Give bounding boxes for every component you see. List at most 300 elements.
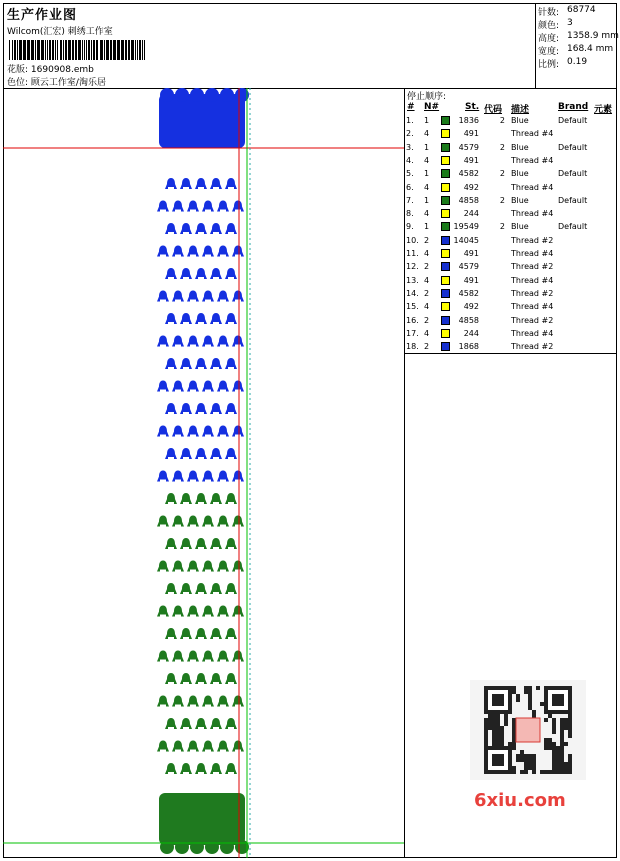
qr-module <box>556 762 560 766</box>
barcode-bar <box>113 40 116 60</box>
qr-module <box>532 758 536 762</box>
stop-row <box>405 315 617 328</box>
qr-module <box>512 770 516 774</box>
barcode-bar <box>41 40 44 60</box>
qr-module <box>564 726 568 730</box>
band-scallop <box>220 840 234 854</box>
embroidery-motif <box>225 223 237 234</box>
embroidery-motif <box>225 448 237 459</box>
embroidery-motif <box>202 741 214 752</box>
design-file-line <box>7 62 94 75</box>
embroidery-motif <box>187 201 199 212</box>
embroidery-motif <box>157 336 169 347</box>
embroidery-motif <box>180 403 192 414</box>
needle-number: 2 <box>424 288 430 298</box>
embroidery-motif <box>187 381 199 392</box>
qr-module <box>548 714 552 718</box>
color-swatch <box>441 196 450 205</box>
qr-module <box>560 734 564 738</box>
stat-colors: 颜色: 3 <box>538 18 573 31</box>
stop-index: 9. <box>406 222 414 232</box>
embroidery-motif <box>210 628 222 639</box>
stitch-count: 491 <box>463 129 479 139</box>
stop-row <box>405 208 617 221</box>
embroidery-motif <box>195 403 207 414</box>
embroidery-motif <box>225 583 237 594</box>
color-swatch <box>441 169 450 178</box>
qr-module <box>492 722 496 726</box>
stop-sequence-panel <box>405 88 617 354</box>
qr-module <box>496 742 500 746</box>
embroidery-motif <box>210 268 222 279</box>
embroidery-motif <box>165 403 177 414</box>
needle-number: 1 <box>424 169 430 179</box>
qr-module <box>484 738 488 742</box>
stop-index: 18. <box>406 342 419 352</box>
qr-module <box>564 742 568 746</box>
barcode-bar <box>12 40 13 60</box>
qr-module <box>564 762 568 766</box>
color-swatch <box>441 209 450 218</box>
stitch-count: 1836 <box>458 116 479 125</box>
qr-module <box>512 730 516 734</box>
barcode-bar <box>125 40 127 60</box>
qr-module <box>552 758 556 762</box>
brand: Default <box>558 142 588 152</box>
stitch-count: 4579 <box>458 142 479 152</box>
embroidery-motif <box>195 763 207 774</box>
stop-row <box>405 288 617 301</box>
qr-module <box>504 722 508 726</box>
band-scallop <box>220 88 234 102</box>
qr-module <box>512 690 516 694</box>
barcode-bar <box>49 40 51 60</box>
qr-module <box>484 718 488 722</box>
qr-module <box>492 718 496 722</box>
qr-module <box>548 746 552 750</box>
qr-module <box>560 758 564 762</box>
embroidery-motif <box>195 223 207 234</box>
embroidery-motif <box>202 246 214 257</box>
color-description: Blue <box>511 116 529 125</box>
embroidery-motif <box>195 448 207 459</box>
barcode-bar <box>9 40 10 60</box>
qr-module <box>568 758 572 762</box>
embroidery-motif <box>210 718 222 729</box>
embroidery-motif <box>210 538 222 549</box>
qr-module <box>524 762 528 766</box>
embroidery-motif <box>172 561 184 572</box>
qr-module <box>512 742 516 746</box>
embroidery-motif <box>172 381 184 392</box>
stat-height: 高度: 1358.9 mm <box>538 31 619 44</box>
stop-row <box>405 248 617 261</box>
qr-module <box>488 726 492 730</box>
embroidery-motif <box>225 763 237 774</box>
color-description: Thread #4 <box>511 249 554 258</box>
color-description: Thread #2 <box>511 288 554 298</box>
needle-number: 4 <box>424 209 430 219</box>
qr-module <box>556 770 560 774</box>
page-title: 生产作业图 <box>7 8 78 23</box>
qr-module <box>552 766 556 770</box>
embroidery-motif <box>217 696 229 707</box>
qr-module <box>532 710 536 714</box>
qr-module <box>524 686 528 690</box>
qr-module <box>512 746 516 750</box>
color-swatch <box>441 129 450 138</box>
embroidery-motif <box>172 651 184 662</box>
needle-number: 4 <box>424 275 430 285</box>
stop-row <box>405 221 617 234</box>
qr-module <box>496 726 500 730</box>
qr-module <box>512 766 516 770</box>
embroidery-motif <box>172 336 184 347</box>
qr-module <box>492 714 496 718</box>
embroidery-motif <box>202 606 214 617</box>
stop-index: 7. <box>406 195 414 205</box>
embroidery-motif <box>172 516 184 527</box>
barcode-bar <box>17 40 18 60</box>
barcode-bar <box>78 40 81 60</box>
bottom-dense-band <box>159 793 245 845</box>
qr-module <box>552 770 556 774</box>
embroidery-motif <box>187 516 199 527</box>
color-description: Thread #2 <box>511 235 554 245</box>
barcode-bar <box>121 40 124 60</box>
barcode-bar <box>93 40 95 60</box>
embroidery-motif <box>157 516 169 527</box>
embroidery-motif <box>187 471 199 482</box>
col-stitches: St. <box>465 102 480 112</box>
qr-module <box>548 742 552 746</box>
qr-module <box>552 722 556 726</box>
embroidery-motif <box>225 268 237 279</box>
color-swatch <box>441 156 450 165</box>
col-code: 代码 <box>484 105 503 115</box>
qr-module <box>552 754 556 758</box>
qr-module <box>516 758 520 762</box>
stat-scale: 比例: 0.19 <box>538 57 588 70</box>
barcode-bar <box>47 40 48 60</box>
embroidery-motif <box>165 268 177 279</box>
needle-number: 4 <box>424 249 430 258</box>
qr-module <box>544 742 548 746</box>
stop-index: 16. <box>406 315 419 325</box>
color-description: Thread #4 <box>511 155 554 165</box>
embroidery-motif <box>172 426 184 437</box>
barcode-bar <box>86 40 87 60</box>
qr-module <box>556 754 560 758</box>
embroidery-motif <box>157 741 169 752</box>
barcode-bar <box>65 40 67 60</box>
qr-module <box>500 738 504 742</box>
barcode-bar <box>96 40 98 60</box>
qr-module <box>552 750 556 754</box>
barcode-bar <box>75 40 77 60</box>
embroidery-motif <box>180 538 192 549</box>
qr-module <box>560 770 564 774</box>
qr-module <box>500 734 504 738</box>
embroidery-motif <box>210 583 222 594</box>
stop-index: 13. <box>406 275 419 285</box>
color-code: 2 <box>499 222 505 232</box>
embroidery-motif <box>195 268 207 279</box>
qr-module <box>560 738 564 742</box>
barcode-bar <box>45 40 46 60</box>
color-description: Thread #2 <box>511 342 554 352</box>
barcode-bar <box>100 40 103 60</box>
embroidery-motif <box>217 741 229 752</box>
qr-module <box>532 770 536 774</box>
barcode-bar <box>128 40 130 60</box>
barcode-bar <box>52 40 54 60</box>
color-swatch <box>441 249 450 258</box>
color-code: 2 <box>499 195 505 205</box>
qr-module <box>492 742 496 746</box>
qr-module <box>568 726 572 730</box>
stitch-count: 4582 <box>458 169 479 179</box>
embroidery-motif <box>187 741 199 752</box>
barcode-bar <box>135 40 136 60</box>
barcode-bar <box>117 40 120 60</box>
embroidery-motif <box>232 471 244 482</box>
qr-code <box>470 680 586 780</box>
qr-module <box>492 734 496 738</box>
stitch-count: 492 <box>463 302 479 312</box>
stitch-count: 244 <box>463 209 479 219</box>
needle-number: 4 <box>424 129 430 139</box>
qr-module <box>568 766 572 770</box>
col-hash: # <box>407 102 415 112</box>
embroidery-motif <box>225 538 237 549</box>
qr-module <box>556 746 560 750</box>
qr-module <box>484 722 488 726</box>
embroidery-motif <box>187 651 199 662</box>
embroidery-motif <box>202 561 214 572</box>
embroidery-motif <box>157 426 169 437</box>
embroidery-motif <box>157 246 169 257</box>
qr-module <box>552 762 556 766</box>
color-position-value: 顾云工作室/淘乐居 <box>30 78 106 88</box>
needle-number: 1 <box>424 222 430 232</box>
embroidery-motif <box>210 448 222 459</box>
qr-module <box>560 730 564 734</box>
needle-number: 2 <box>424 235 430 245</box>
color-description: Thread #4 <box>511 129 554 139</box>
design-file-label: 花版: <box>7 65 29 75</box>
barcode-bar <box>14 40 16 60</box>
qr-module <box>484 730 488 734</box>
qr-module <box>560 722 564 726</box>
color-description: Thread #2 <box>511 315 554 325</box>
embroidery-motif <box>165 493 177 504</box>
stop-index: 2. <box>406 129 414 139</box>
embroidery-motif <box>210 403 222 414</box>
stitch-count: 244 <box>463 328 479 338</box>
brand: Default <box>558 195 588 205</box>
qr-module <box>544 746 548 750</box>
qr-module <box>564 722 568 726</box>
barcode-bar <box>23 40 26 60</box>
embroidery-motif <box>172 246 184 257</box>
stats-panel <box>536 3 617 89</box>
embroidery-motif <box>232 201 244 212</box>
stitch-count: 4858 <box>458 315 479 325</box>
qr-module <box>488 718 492 722</box>
barcode-bar <box>110 40 112 60</box>
color-description: Thread #4 <box>511 302 554 312</box>
barcode <box>9 40 145 60</box>
needle-number: 1 <box>424 195 430 205</box>
qr-module <box>516 694 520 698</box>
qr-module <box>500 742 504 746</box>
stop-row <box>405 341 617 354</box>
qr-module <box>488 714 492 718</box>
color-position-label: 色位: <box>7 78 29 88</box>
qr-module <box>560 718 564 722</box>
embroidery-motif <box>225 313 237 324</box>
embroidery-motif <box>172 471 184 482</box>
embroidery-motif <box>232 741 244 752</box>
embroidery-motif <box>172 741 184 752</box>
qr-module <box>528 762 532 766</box>
qr-module <box>560 762 564 766</box>
embroidery-motif <box>180 448 192 459</box>
stop-index: 1. <box>406 116 414 125</box>
embroidery-motif <box>172 696 184 707</box>
stop-index: 6. <box>406 182 414 192</box>
embroidery-motif <box>217 426 229 437</box>
embroidery-motif <box>180 673 192 684</box>
embroidery-motif <box>165 628 177 639</box>
stop-row <box>405 128 617 141</box>
qr-module <box>552 730 556 734</box>
embroidery-motif <box>180 223 192 234</box>
embroidery-motif <box>232 606 244 617</box>
embroidery-motif <box>225 493 237 504</box>
embroidery-motif <box>195 673 207 684</box>
embroidery-motif <box>202 291 214 302</box>
stop-index: 3. <box>406 142 414 152</box>
qr-module <box>512 722 516 726</box>
barcode-bar <box>57 40 58 60</box>
barcode-bar <box>31 40 34 60</box>
stop-sequence-caption: 停止顺序: <box>407 92 447 102</box>
stop-row <box>405 155 617 168</box>
top-dense-band <box>159 94 245 148</box>
qr-module <box>548 770 552 774</box>
barcode-bar <box>27 40 30 60</box>
qr-module <box>512 686 516 690</box>
barcode-bar <box>104 40 105 60</box>
embroidery-motif <box>165 313 177 324</box>
stop-index: 14. <box>406 288 419 298</box>
embroidery-motif <box>165 178 177 189</box>
col-brand: Brand <box>558 102 589 112</box>
qr-module <box>520 750 524 754</box>
needle-number: 2 <box>424 262 430 272</box>
color-swatch <box>441 183 450 192</box>
embroidery-motif <box>217 561 229 572</box>
qr-module <box>528 758 532 762</box>
embroidery-motif <box>165 223 177 234</box>
embroidery-motif <box>180 628 192 639</box>
needle-number: 4 <box>424 302 430 312</box>
qr-module <box>568 718 572 722</box>
embroidery-motif <box>210 493 222 504</box>
embroidery-motif <box>165 538 177 549</box>
barcode-bar <box>84 40 85 60</box>
qr-module <box>504 714 508 718</box>
stop-index: 17. <box>406 328 419 338</box>
color-position-line <box>7 75 106 88</box>
stop-row <box>405 142 617 155</box>
qr-module <box>512 734 516 738</box>
embroidery-motif <box>202 516 214 527</box>
stitch-count: 4579 <box>458 262 479 272</box>
embroidery-motif <box>232 426 244 437</box>
band-scallop <box>190 840 204 854</box>
qr-module <box>492 726 496 730</box>
needle-number: 1 <box>424 142 430 152</box>
qr-module <box>560 726 564 730</box>
color-swatch <box>441 316 450 325</box>
embroidery-motif <box>187 246 199 257</box>
qr-module <box>492 738 496 742</box>
brand: Default <box>558 222 588 232</box>
embroidery-motif <box>217 471 229 482</box>
embroidery-motif <box>180 178 192 189</box>
studio-name: Wilcom(汇宏) 刺绣工作室 <box>7 27 113 37</box>
barcode-bar <box>131 40 134 60</box>
embroidery-motif <box>157 291 169 302</box>
embroidery-motif <box>157 471 169 482</box>
embroidery-motif <box>232 336 244 347</box>
qr-module <box>548 738 552 742</box>
embroidery-motif <box>202 336 214 347</box>
qr-module <box>512 726 516 730</box>
embroidery-motif <box>180 493 192 504</box>
qr-module <box>540 702 544 706</box>
qr-module <box>560 754 564 758</box>
embroidery-motif <box>232 246 244 257</box>
barcode-bar <box>19 40 22 60</box>
qr-finder <box>552 694 564 706</box>
qr-module <box>532 762 536 766</box>
qr-module <box>544 718 548 722</box>
embroidery-motif <box>232 696 244 707</box>
color-swatch <box>441 236 450 245</box>
embroidery-motif <box>157 561 169 572</box>
col-desc: 描述 <box>511 105 530 115</box>
design-file-value: 1690908.emb <box>30 65 94 75</box>
qr-finder <box>492 694 504 706</box>
embroidery-motif <box>210 313 222 324</box>
band-scallop <box>175 840 189 854</box>
qr-module <box>484 726 488 730</box>
qr-module <box>532 766 536 770</box>
embroidery-motif <box>210 763 222 774</box>
color-code: 2 <box>499 116 505 125</box>
qr-module <box>560 742 564 746</box>
qr-module <box>544 770 548 774</box>
embroidery-motif <box>202 426 214 437</box>
embroidery-motif <box>195 583 207 594</box>
qr-module <box>560 746 564 750</box>
barcode-bar <box>63 40 64 60</box>
stop-index: 10. <box>406 235 419 245</box>
